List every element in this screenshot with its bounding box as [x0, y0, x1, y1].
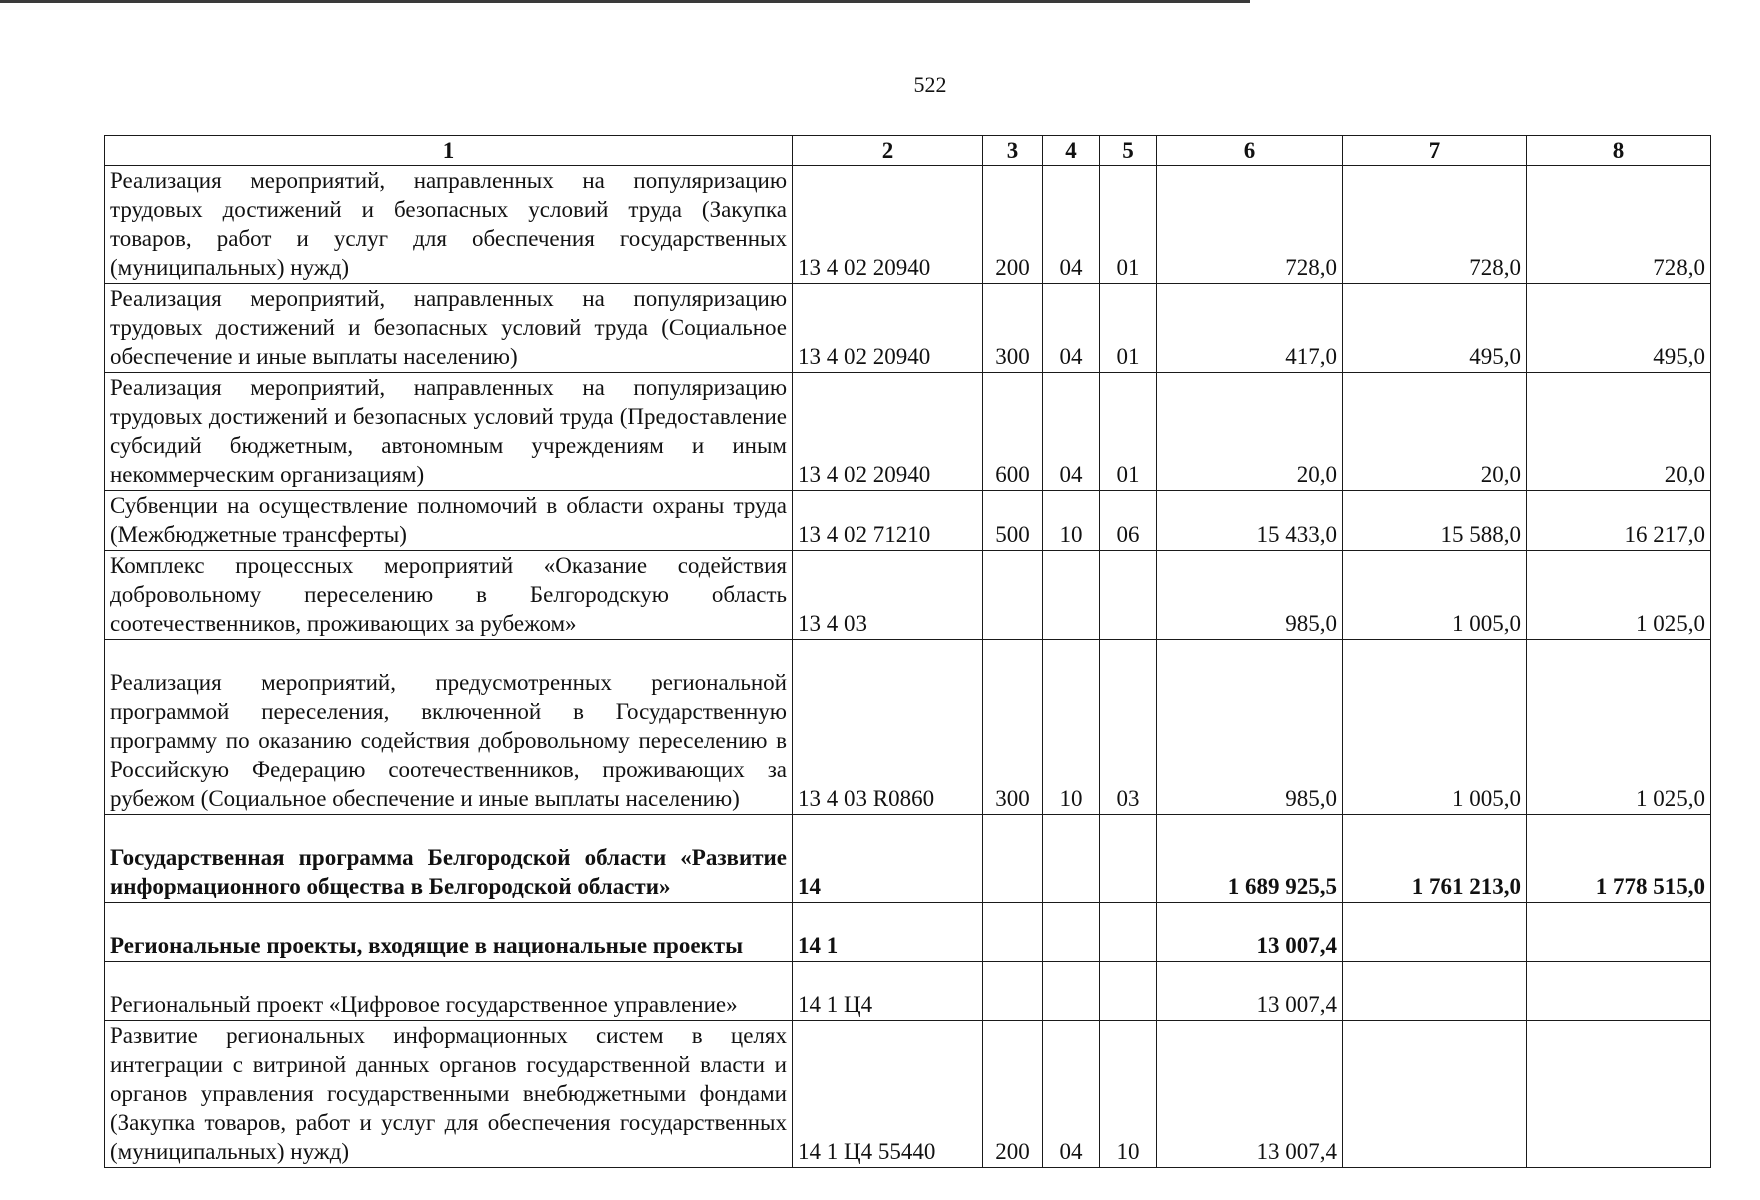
row-value-7: 1 005,0: [1343, 551, 1527, 640]
header-col-3: 3: [983, 136, 1043, 166]
page-number: 522: [913, 72, 947, 97]
row-value-6: 985,0: [1157, 640, 1343, 815]
row-name: Субвенции на осуществление полномочий в области охраны труда (Межбюджетные трансферты): [105, 491, 793, 551]
row-value-8: 20,0: [1527, 373, 1711, 491]
row-value-8: 1 778 515,0: [1527, 815, 1711, 903]
table-row: [105, 1021, 1711, 1168]
row-col-5: 01: [1100, 166, 1157, 284]
row-col-4: 04: [1043, 373, 1100, 491]
row-name: Государственная программа Белгородской области «Развитие информационного общества в Белгородской области»: [105, 815, 793, 903]
row-value-7: 1 005,0: [1343, 640, 1527, 815]
row-col-5: 06: [1100, 491, 1157, 551]
row-col-5: [1100, 815, 1157, 903]
row-col-4: 10: [1043, 640, 1100, 815]
row-code: 13 4 02 20940: [793, 373, 983, 491]
row-value-6: 20,0: [1157, 373, 1343, 491]
row-col-3: 200: [983, 166, 1043, 284]
row-code: 13 4 03: [793, 551, 983, 640]
row-name: Региональный проект «Цифровое государственное управление»: [105, 962, 793, 1021]
row-col-3: [983, 962, 1043, 1021]
row-code: 13 4 02 20940: [793, 166, 983, 284]
row-value-6: 1 689 925,5: [1157, 815, 1343, 903]
row-code: 14: [793, 815, 983, 903]
row-value-8: [1527, 903, 1711, 962]
row-value-6: 13 007,4: [1157, 903, 1343, 962]
row-col-5: [1100, 962, 1157, 1021]
row-code: 14 1: [793, 903, 983, 962]
row-col-5: 03: [1100, 640, 1157, 815]
table-row: [105, 640, 1711, 815]
row-value-6: 15 433,0: [1157, 491, 1343, 551]
row-value-8: 728,0: [1527, 166, 1711, 284]
row-name: Реализация мероприятий, направленных на популяризацию трудовых достижений и безопасных условий труда (Социальное обеспечение и иные выплаты населению): [105, 284, 793, 373]
row-code: 13 4 02 20940: [793, 284, 983, 373]
row-name: Развитие региональных информационных систем в целях интеграции с витриной данных органов государственной власти и органов управления государственными внебюджетными фондами (Закупка товаров, работ и услуг для обеспечения государственных (муниципальных) нужд): [105, 1021, 793, 1168]
row-name: Реализация мероприятий, предусмотренных региональной программой переселения, включенной в Государственную программу по оказанию содействия добровольному переселению в Российскую Федерацию соотечественников, проживающих за рубежом (Социальное обеспечение и иные выплаты населению): [105, 640, 793, 815]
row-col-4: [1043, 903, 1100, 962]
table-row: [105, 903, 1711, 962]
row-value-7: 1 761 213,0: [1343, 815, 1527, 903]
row-col-4: 04: [1043, 284, 1100, 373]
row-col-5: [1100, 551, 1157, 640]
row-name: Реализация мероприятий, направленных на популяризацию трудовых достижений и безопасных условий труда (Закупка товаров, работ и услуг для обеспечения государственных (муниципальных) нужд): [105, 166, 793, 284]
row-col-3: 300: [983, 284, 1043, 373]
budget-table: [104, 135, 1711, 1168]
row-value-7: [1343, 962, 1527, 1021]
row-value-8: 495,0: [1527, 284, 1711, 373]
row-col-3: 300: [983, 640, 1043, 815]
row-name: Комплекс процессных мероприятий «Оказание содействия добровольному переселению в Белгородскую область соотечественников, проживающих за рубежом»: [105, 551, 793, 640]
header-row: [105, 136, 1711, 166]
row-col-3: 500: [983, 491, 1043, 551]
table-row: [105, 491, 1711, 551]
row-col-5: 01: [1100, 284, 1157, 373]
row-code: 13 4 03 R0860: [793, 640, 983, 815]
row-col-4: [1043, 815, 1100, 903]
row-col-5: 10: [1100, 1021, 1157, 1168]
header-col-7: 7: [1343, 136, 1527, 166]
header-col-4: 4: [1043, 136, 1100, 166]
row-value-7: [1343, 1021, 1527, 1168]
row-col-3: 200: [983, 1021, 1043, 1168]
top-scan-rule: [0, 0, 1250, 3]
row-col-3: [983, 551, 1043, 640]
header-col-5: 5: [1100, 136, 1157, 166]
table-row: [105, 551, 1711, 640]
header-col-6: 6: [1157, 136, 1343, 166]
row-col-4: [1043, 962, 1100, 1021]
row-value-8: [1527, 1021, 1711, 1168]
row-col-4: 04: [1043, 166, 1100, 284]
row-code: 14 1 Ц4: [793, 962, 983, 1021]
header-col-8: 8: [1527, 136, 1711, 166]
row-value-8: [1527, 962, 1711, 1021]
row-name: Реализация мероприятий, направленных на популяризацию трудовых достижений и безопасных условий труда (Предоставление субсидий бюджетным, автономным учреждениям и иным некоммерческим организациям): [105, 373, 793, 491]
row-col-5: [1100, 903, 1157, 962]
header-col-2: 2: [793, 136, 983, 166]
table-row: [105, 284, 1711, 373]
row-col-3: [983, 903, 1043, 962]
row-col-4: [1043, 551, 1100, 640]
row-value-8: 16 217,0: [1527, 491, 1711, 551]
row-value-6: 417,0: [1157, 284, 1343, 373]
row-value-6: 13 007,4: [1157, 1021, 1343, 1168]
row-col-3: [983, 815, 1043, 903]
row-value-6: 728,0: [1157, 166, 1343, 284]
row-col-3: 600: [983, 373, 1043, 491]
row-value-8: 1 025,0: [1527, 640, 1711, 815]
row-value-7: [1343, 903, 1527, 962]
row-col-5: 01: [1100, 373, 1157, 491]
row-value-6: 985,0: [1157, 551, 1343, 640]
row-code: 13 4 02 71210: [793, 491, 983, 551]
row-value-7: 20,0: [1343, 373, 1527, 491]
row-code: 14 1 Ц4 55440: [793, 1021, 983, 1168]
row-value-7: 495,0: [1343, 284, 1527, 373]
row-value-8: 1 025,0: [1527, 551, 1711, 640]
table-row: [105, 373, 1711, 491]
header-col-1: 1: [105, 136, 793, 166]
row-col-4: 10: [1043, 491, 1100, 551]
row-name: Региональные проекты, входящие в национальные проекты: [105, 903, 793, 962]
row-value-7: 728,0: [1343, 166, 1527, 284]
row-value-7: 15 588,0: [1343, 491, 1527, 551]
row-value-6: 13 007,4: [1157, 962, 1343, 1021]
table-row: [105, 815, 1711, 903]
table-row: [105, 166, 1711, 284]
table-body: [105, 166, 1711, 1168]
table-row: [105, 962, 1711, 1021]
row-col-4: 04: [1043, 1021, 1100, 1168]
